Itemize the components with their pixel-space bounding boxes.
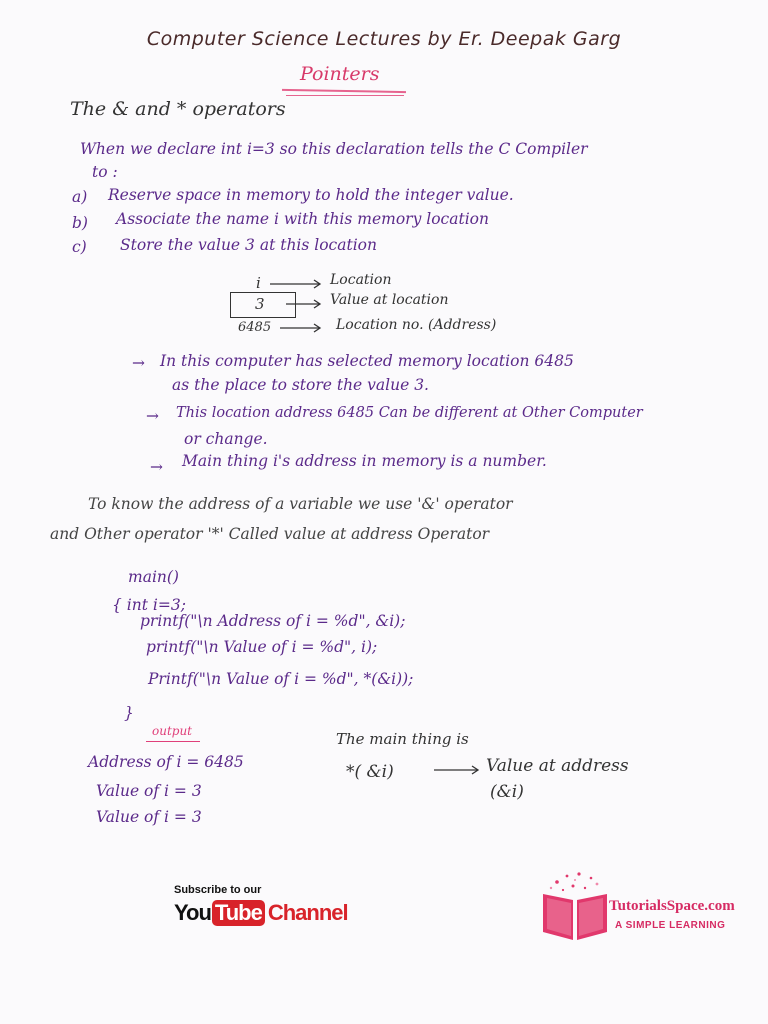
intro-line-2: to : [92,163,118,181]
youtube-you-text: You [174,900,211,925]
step-c-text: Store the value 3 at this location [120,236,377,254]
note-1-arrow: → [132,354,145,372]
output-line-2: Value of i = 3 [96,782,202,800]
step-b-marker: b) [72,214,88,232]
step-b-text: Associate the name i with this memory location [116,210,489,228]
brand-name: TutorialsSpace.com [609,898,735,914]
youtube-channel-text: Channel [267,900,348,925]
brand-tagline: A SIMPLE LEARNING [615,920,726,931]
main-thing-desc-2: (&i) [490,782,524,802]
output-line-3: Value of i = 3 [96,808,202,826]
note-2-line-2: or change. [184,430,268,448]
code-line-3: printf("\n Address of i = %d", &i); [140,612,406,630]
step-c-marker: c) [72,238,87,256]
main-thing-expr: *( &i) [346,762,394,782]
youtube-tube-text: Tube [212,900,265,926]
note-3-arrow: → [150,458,163,476]
main-thing-intro: The main thing is [336,730,469,748]
open-book-icon [537,868,617,943]
diagram-address: 6485 [238,320,272,335]
step-a-text: Reserve space in memory to hold the integer value. [108,186,514,204]
note-3-line-1: Main thing i's address in memory is a number. [182,452,547,470]
code-line-5: Printf("\n Value of i = %d", *(&i)); [148,670,414,688]
main-thing-arrow [430,760,490,780]
note-2-line-1: This location address 6485 Can be different at Other Computer [176,405,643,421]
output-line-1: Address of i = 6485 [88,753,244,771]
page-header: Computer Science Lectures by Er. Deepak Garg [146,28,622,50]
code-line-6: } [124,704,134,722]
main-thing-desc-1: Value at address [486,756,629,776]
tutorialsspace-logo[interactable] [537,868,737,943]
operators-line-2: and Other operator '*' Called value at address Operator [50,525,490,543]
output-label-underline [146,741,200,742]
diagram-value: 3 [255,295,265,313]
note-1-line-1: In this computer has selected memory location 6485 [160,352,574,370]
operators-line-1: To know the address of a variable we use '&' operator [88,495,513,513]
diagram-label-value: Value at location [330,292,449,308]
output-label: output [152,724,193,738]
code-line-2: { int i=3; [112,596,186,614]
youtube-logo[interactable] [174,884,348,926]
note-1-line-2: as the place to store the value 3. [172,376,429,394]
page-title: Pointers [300,63,380,85]
code-line-4: printf("\n Value of i = %d", i); [146,638,378,656]
intro-line-1: When we declare int i=3 so this declaration tells the C Compiler [80,140,588,158]
diagram-label-address: Location no. (Address) [336,317,497,333]
step-a-marker: a) [72,188,88,206]
section-heading: The & and * operators [70,98,286,120]
diagram-label-location: Location [330,272,392,288]
youtube-subscribe-text: Subscribe to our [174,884,262,896]
code-line-1: main() [128,568,179,586]
note-2-arrow: → [146,407,159,425]
diagram-var-name: i [256,274,261,292]
